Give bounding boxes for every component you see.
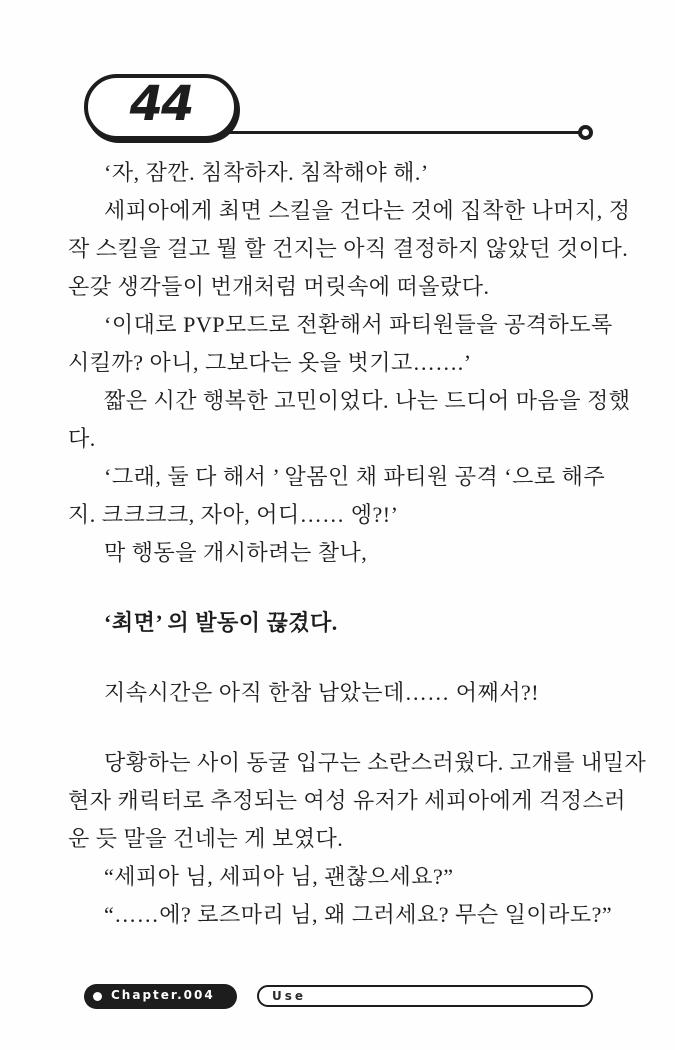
paragraph [68, 192, 631, 306]
text-line: 운 듯 말을 건네는 게 보였다. [68, 826, 344, 851]
paragraph [68, 534, 614, 572]
text-line: 당황하는 사이 동굴 입구는 소란스러웠다. 고개를 내밀자 [104, 750, 647, 775]
text-line: “세피아 님, 세피아 님, 괜찮으세요?” [104, 864, 454, 889]
bullet-dot-icon [93, 992, 102, 1001]
paragraph [68, 858, 614, 896]
text-line: 현자 캐릭터로 추정되는 여성 유저가 세피아에게 걱정스러 [68, 788, 627, 813]
text-line: ‘그래, 둘 다 해서 ’ 알몸인 채 파티원 공격 ‘으로 해주 [104, 464, 606, 489]
text-line: 지속시간은 아직 한참 남았는데…… 어째서?! [104, 680, 540, 705]
chapter-number-badge [84, 74, 238, 140]
text-line: ‘이대로 PVP모드로 전환해서 파티원들을 공격하도록 [104, 312, 613, 337]
chapter-number: 44 [129, 76, 193, 132]
header-rule-end-dot-icon [578, 125, 593, 140]
text-line: 지. 크크크크, 자아, 어디…… 엥?!’ [68, 502, 399, 527]
paragraph [68, 744, 647, 858]
footer-chapter-pill [84, 984, 237, 1009]
text-line: “……에? 로즈마리 님, 왜 그러세요? 무슨 일이라도?” [104, 902, 613, 927]
page-footer [84, 983, 594, 1009]
body-text [68, 154, 647, 934]
text-line: ‘자, 잠깐. 침착하자. 침착해야 해.’ [104, 160, 429, 185]
text-line: 짧은 시간 행복한 고민이었다. 나는 드디어 마음을 정했 [104, 388, 631, 413]
text-line: 온갖 생각들이 번개처럼 머릿속에 떠올랐다. [68, 274, 490, 299]
text-line: 막 행동을 개시하려는 찰나, [104, 540, 368, 565]
header-rule-line [225, 131, 583, 134]
text-line: 세피아에게 최면 스킬을 건다는 것에 집착한 나머지, 정 [104, 198, 631, 223]
footer-use-label: Use [272, 989, 307, 1003]
paragraph [68, 154, 614, 192]
paragraph [68, 306, 614, 382]
paragraph [68, 674, 614, 712]
text-line: 시킬까? 아니, 그보다는 옷을 벗기고…….’ [68, 350, 472, 375]
text-line: ‘최면’ 의 발동이 끊겼다. [104, 610, 338, 635]
paragraph [68, 604, 614, 642]
footer-chapter-label: Chapter.004 [111, 988, 215, 1002]
paragraph [68, 458, 614, 534]
paragraph [68, 896, 614, 934]
text-line: 다. [68, 426, 96, 451]
paragraph [68, 382, 631, 458]
text-line: 작 스킬을 걸고 뭘 할 건지는 아직 결정하지 않았던 것이다. [68, 236, 629, 261]
footer-use-pill [257, 985, 593, 1007]
